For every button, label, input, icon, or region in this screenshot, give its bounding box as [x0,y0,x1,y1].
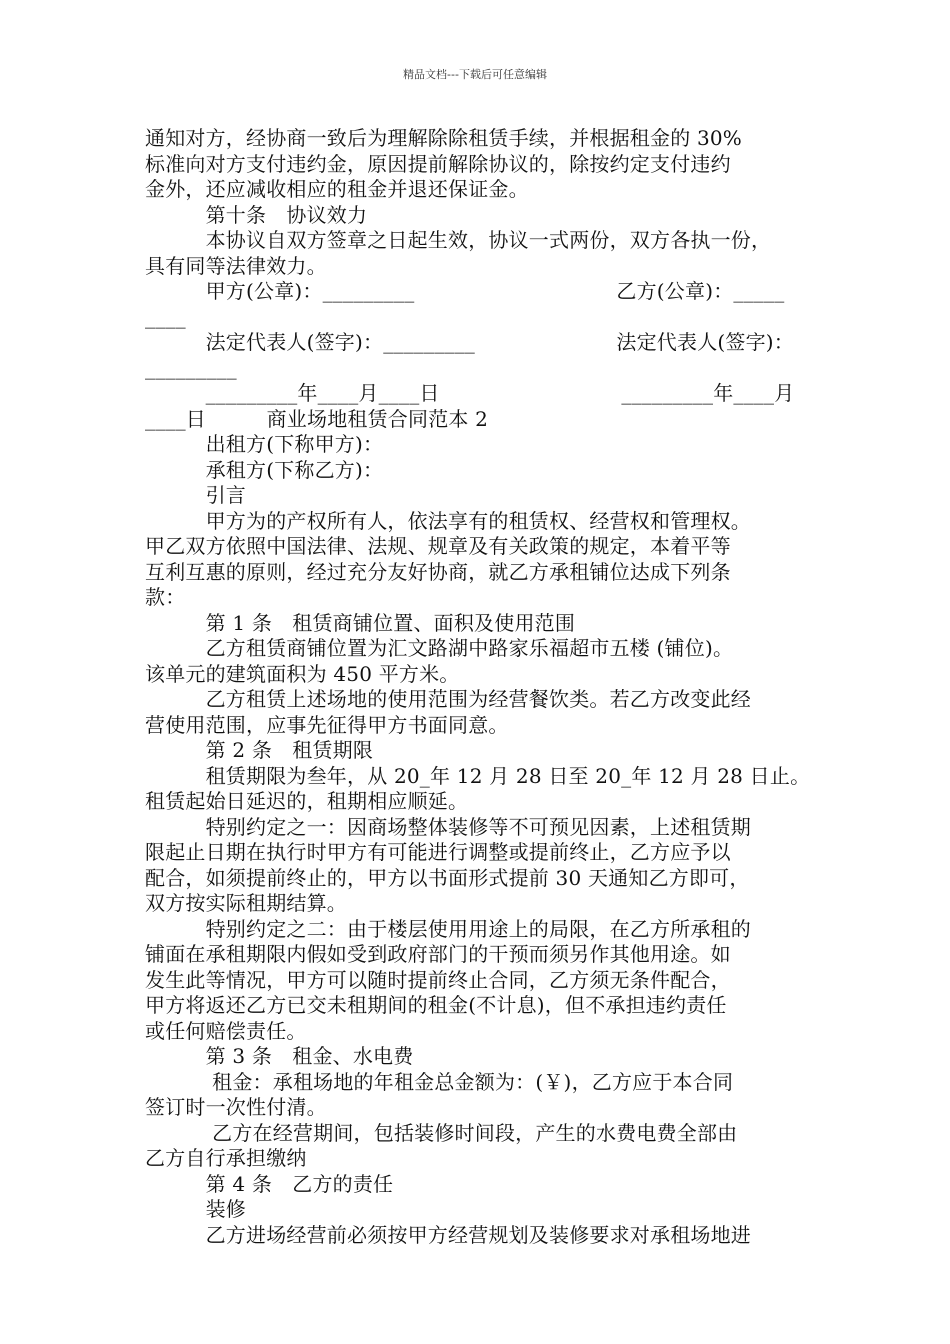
text-line: 甲方将返还乙方已交未租期间的租金(不计息)，但不承担违约责任 [145,993,727,1017]
text-line: 租赁起始日延迟的，租期相应顺延。 [145,789,469,813]
text-line: 法定代表人(签字)：_________ 法定代表人(签字)： [145,330,795,354]
text-line: 第 4 条 乙方的责任 [145,1171,394,1196]
text-line: 引言 [145,483,246,507]
text-line: 本协议自双方签章之日起生效，协议一式两份，双方各执一份， [145,228,772,252]
text-line: 甲方为的产权所有人，依法享有的租赁权、经营权和管理权。 [145,508,751,533]
text-line: 乙方在经营期间，包括装修时间段，产生的水费电费全部由 [145,1120,738,1145]
text-line: 该单元的建筑面积为 450 平方米。 [145,661,460,686]
text-line: 甲方(公章)：_________ 乙方(公章)：_____ [145,279,785,303]
text-line: ____ [145,304,186,329]
text-line: 双方按实际租期结算。 [145,891,347,915]
text-line: 限起止日期在执行时甲方有可能进行调整或提前终止，乙方应予以 [145,840,731,864]
text-line: 装修 [145,1197,246,1221]
text-line: 特别约定之一：因商场整体装修等不可预见因素，上述租赁期 [145,814,751,839]
text-line: 出租方(下称甲方)： [145,432,384,456]
text-line: 标准向对方支付违约金，原因提前解除协议的，除按约定支付违约 [145,151,731,176]
text-line: 乙方进场经营前必须按甲方经营规划及装修要求对承租场地进 [145,1222,751,1247]
page-header: 精品文档---下载后可任意编辑 [403,68,547,81]
text-line: _________年____月____日 _________年____月 [145,381,795,405]
text-line: ____日 商业场地租赁合同范本 2 [145,406,489,431]
text-line: 互利互惠的原则，经过充分友好协商，就乙方承租铺位达成下列条 [145,559,731,584]
text-line: 具有同等法律效力。 [145,253,327,278]
text-line: 第 3 条 租金、水电费 [145,1044,414,1068]
text-line: 乙方自行承担缴纳 [145,1146,307,1170]
text-line: 款： [145,585,186,609]
text-line: 或任何赔偿责任。 [145,1018,307,1043]
text-line: 乙方租赁商铺位置为汇文路湖中路家乐福超市五楼 (铺位)。 [145,636,734,660]
text-line: 铺面在承租期限内假如受到政府部门的干预而须另作其他用途。如 [145,942,731,966]
text-line: 通知对方，经协商一致后为理解除除租赁手续，并根据租金的 30% [145,126,743,150]
text-line: _________ [145,355,237,380]
text-line: 甲乙双方依照中国法律、法规、规章及有关政策的规定，本着平等 [145,534,731,558]
text-line: 租金：承租场地的年租金总金额为：(￥)，乙方应于本合同 [145,1069,734,1094]
text-line: 特别约定之二：由于楼层使用用途上的局限，在乙方所承租的 [145,916,751,941]
text-line: 配合，如须提前终止的，甲方以书面形式提前 30 天通知乙方即可， [145,865,750,890]
text-line: 租赁期限为叁年，从 20_年 12 月 28 日至 20_年 12 月 28 日止。 [145,763,811,788]
text-line: 第 1 条 租赁商铺位置、面积及使用范围 [145,610,576,635]
text-line: 第十条 协议效力 [145,202,368,227]
text-line: 乙方租赁上述场地的使用范围为经营餐饮类。若乙方改变此经 [145,687,751,711]
text-line: 承租方(下称乙方)： [145,457,384,482]
text-line: 发生此等情况，甲方可以随时提前终止合同，乙方须无条件配合， [145,967,731,992]
text-line: 第 2 条 租赁期限 [145,738,374,762]
text-line: 签订时一次性付清。 [145,1095,327,1119]
text-line: 金外，还应减收相应的租金并退还保证金。 [145,177,529,201]
text-line: 营使用范围，应事先征得甲方书面同意。 [145,712,509,737]
